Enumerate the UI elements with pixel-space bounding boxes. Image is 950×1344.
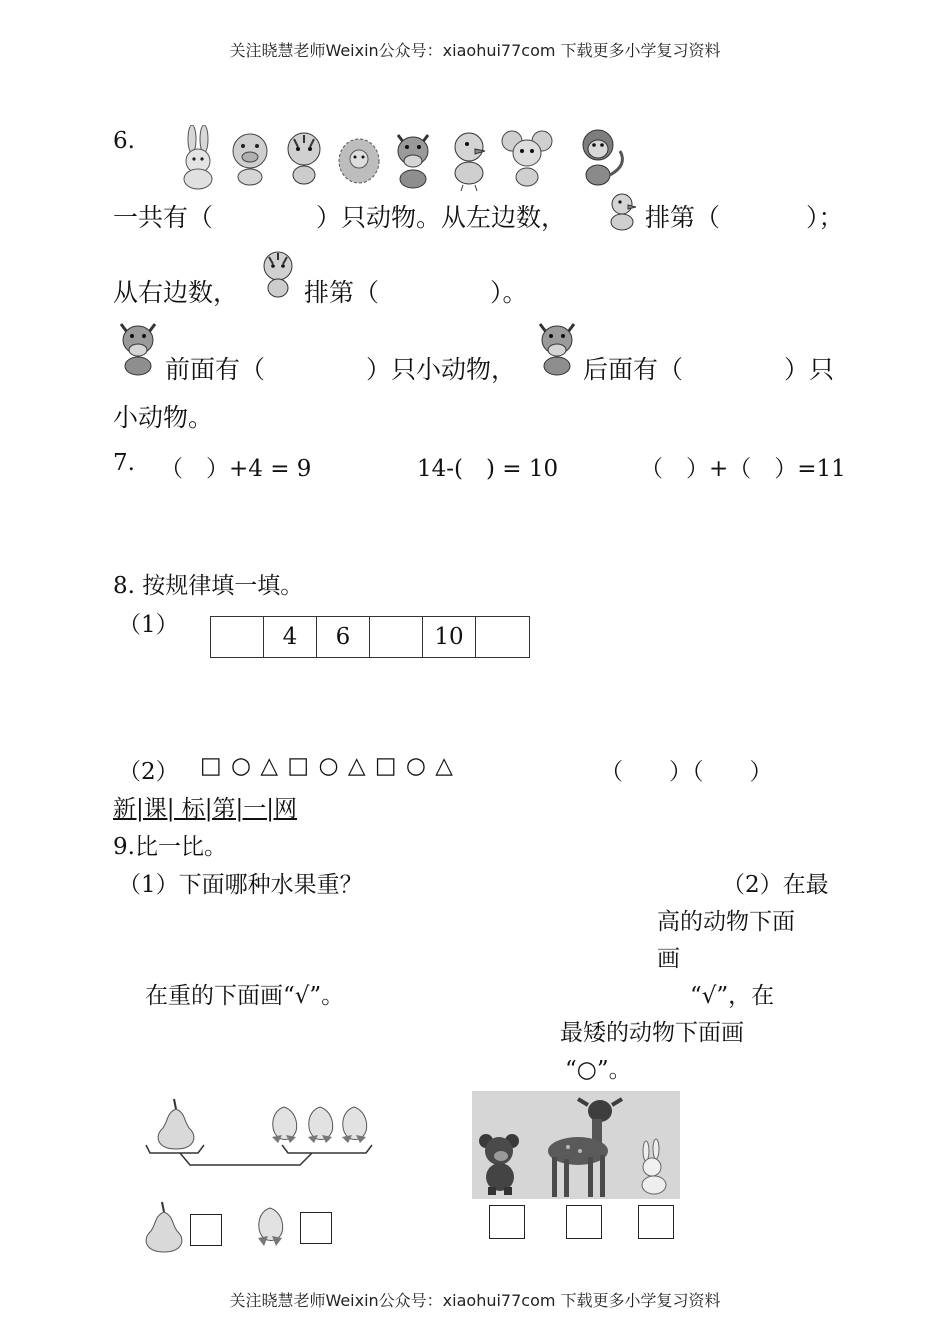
sequence-cell-3: 6 <box>317 617 370 657</box>
sequence-cell-1[interactable] <box>211 617 264 657</box>
peach-icon-1 <box>272 1107 297 1143</box>
watermark-text: 新|课| 标|第|一|网 <box>113 796 298 822</box>
cow-icon <box>398 135 428 188</box>
page-footer: 关注晓慧老师Weixin公众号：xiaohui77com 下载更多小学复习资料 <box>229 1291 721 1310</box>
peach-icon-3 <box>342 1107 367 1143</box>
q6-line4: 小动物。 <box>113 403 214 432</box>
q8-part2-label: （2） <box>118 759 179 785</box>
pear-answer-box[interactable] <box>190 1214 222 1246</box>
chick-inline-icon <box>602 190 644 232</box>
q7-eq1: （ ）+4 = 9 <box>160 456 312 482</box>
tiger-icon <box>288 133 320 184</box>
cow-inline-icon-1 <box>113 318 163 376</box>
bear-answer-box[interactable] <box>489 1205 525 1239</box>
q6-number: 6. <box>113 128 135 154</box>
pig-icon <box>233 134 267 185</box>
q6-line1-d: ）； <box>806 203 844 232</box>
peach-icon-2 <box>308 1107 333 1143</box>
q9-part2-line6: “○”。 <box>565 1057 632 1083</box>
q6-line3-a: 前面有（ <box>165 355 266 384</box>
peach-answer-icon <box>252 1206 292 1250</box>
mouse-icon <box>502 131 552 186</box>
sequence-cell-4[interactable] <box>370 617 423 657</box>
pear-answer-icon <box>140 1200 190 1255</box>
tiger-inline-icon <box>256 248 302 300</box>
pear-icon <box>158 1099 194 1149</box>
q6-line3-d: ）只 <box>784 355 835 384</box>
q7-eq2: 14-( ) = 10 <box>417 456 559 482</box>
monkey-icon <box>583 130 622 185</box>
q6-line1-a: 一共有（ <box>113 203 214 232</box>
q7-eq3: （ ）+（ ）=11 <box>640 456 846 482</box>
sequence-cell-6[interactable] <box>476 617 529 657</box>
q9-title: 9.比一比。 <box>113 834 227 860</box>
q6-line1-c: 排第（ <box>645 203 721 232</box>
fruit-balance <box>140 1095 390 1175</box>
q9-part2-line2: 高的动物下面 <box>657 909 795 935</box>
q9-part2-line5: 最矮的动物下面画 <box>560 1020 744 1046</box>
q7-number: 7. <box>113 450 135 476</box>
rabbit-icon <box>184 125 212 189</box>
bunny-answer-box[interactable] <box>638 1205 674 1239</box>
sequence-cell-5: 10 <box>423 617 476 657</box>
q6-line2-c: ）。 <box>490 278 528 307</box>
q8-part1-label: （1） <box>118 612 179 638</box>
animal-heights-picture <box>472 1091 680 1199</box>
chick-icon <box>455 133 485 191</box>
q6-line2-b: 排第（ <box>304 278 380 307</box>
shape-pattern-blanks[interactable]: （ ）（ ） <box>600 759 773 785</box>
cow-inline-icon-2 <box>532 318 582 376</box>
q6-line1-b: ）只动物。从左边数， <box>316 203 567 232</box>
peach-answer-box[interactable] <box>300 1212 332 1244</box>
q9-part1-instruction: 在重的下面画“√”。 <box>145 983 345 1009</box>
page-header: 关注晓慧老师Weixin公众号：xiaohui77com 下载更多小学复习资料 <box>229 41 721 60</box>
q9-part2-line1: （2）在最 <box>722 872 829 898</box>
sequence-cell-2: 4 <box>264 617 317 657</box>
deer-answer-box[interactable] <box>566 1205 602 1239</box>
q9-part2-line3: 画 <box>657 946 680 972</box>
q6-line3-b: ）只小动物， <box>366 355 517 384</box>
sheep-icon <box>339 139 379 183</box>
q6-line3-c: 后面有（ <box>583 355 684 384</box>
q8-title: 8. 按规律填一填。 <box>113 573 304 599</box>
q6-line2-a: 从右边数， <box>113 278 239 307</box>
q9-part2-line4: “√”，在 <box>690 983 775 1009</box>
q9-part1-title: （1）下面哪种水果重？ <box>118 872 363 898</box>
shape-pattern: □ ○ △ □ ○ △ □ ○ △ <box>200 753 454 779</box>
sequence-box <box>210 616 530 658</box>
